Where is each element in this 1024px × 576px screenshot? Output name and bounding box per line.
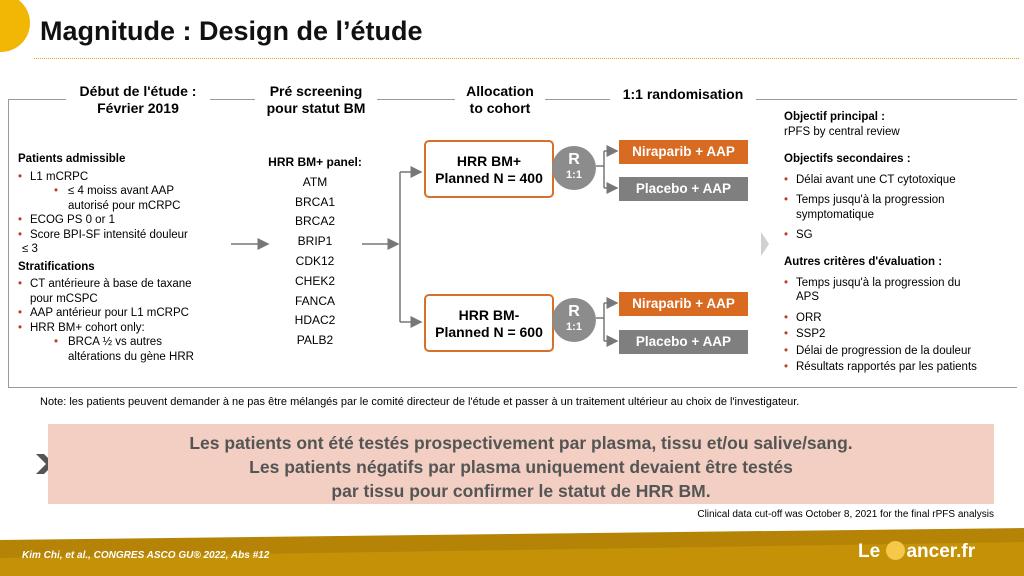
slide-title: Magnitude : Design de l’étude (40, 16, 423, 46)
key-message-banner: Les patients ont été testés prospectivement par plasma, tissu et/ou salive/sang. Les patients négatifs par plasma uniquement devaient être testés par tissu pour confirmer le statut de HRR BM. (48, 424, 994, 504)
logo-c-icon (886, 541, 905, 560)
list-item-continued: symptomatique (796, 208, 874, 221)
list-item-continued: autorisé pour mCRPC (68, 199, 181, 212)
objectives-block (784, 110, 1014, 375)
list-item: • Temps jusqu'à la progression (784, 194, 945, 206)
col-header-allocation: Allocation to cohort (455, 83, 545, 117)
list-item: • Résultats rapportés par les patients (784, 361, 977, 373)
footnote: Note: les patients peuvent demander à ne pas être mélangés par le comité directeur de l'étude et passer à un traitement ultérieur au choix de l'investigateur. (40, 396, 800, 408)
list-item-continued: pour mCSPC (30, 292, 98, 305)
arm-placebo: Placebo + AAP (619, 177, 748, 201)
citation: Kim Chi, et al., CONGRES ASCO GU® 2022, Abs #12 (22, 550, 270, 561)
primary-objective: rPFS by central review (784, 126, 900, 138)
list-item: • SSP2 (784, 328, 826, 340)
list-item-continued: altérations du gène HRR (68, 350, 194, 363)
list-item: • ECOG PS 0 or 1 (18, 214, 116, 226)
gene-item: FANCA (294, 293, 335, 308)
arm-niraparib: Niraparib + AAP (619, 140, 748, 164)
panel-heading: HRR BM+ panel: (268, 155, 362, 169)
gene-item: CHEK2 (294, 273, 335, 288)
list-item: • AAP antérieur pour L1 mCRPC (18, 307, 189, 319)
gene-item: BRCA2 (294, 214, 335, 229)
gene-item: HDAC2 (294, 313, 336, 328)
list-item: • HRR BM+ cohort only: (18, 321, 145, 334)
randomisation-circle: R 1:1 (552, 146, 596, 190)
list-item-continued: APS (796, 291, 820, 303)
list-item: • Temps jusqu'à la progression du (784, 276, 961, 289)
randomisation-circle: R 1:1 (552, 298, 596, 342)
arm-niraparib: Niraparib + AAP (619, 292, 748, 316)
gene-item: BRIP1 (297, 234, 333, 249)
list-item-continued: ≤ 3 (22, 243, 38, 255)
list-item: • ≤ 4 moiss avant AAP (54, 185, 175, 197)
brand-logo: Le ancer.fr (858, 541, 976, 562)
col-header-prescreen: Pré screening pour statut BM (255, 83, 377, 117)
eligibility-heading: Patients admissible (18, 153, 126, 165)
col-header-randomisation: 1:1 randomisation (610, 86, 756, 103)
list-item: • Délai de progression de la douleur (784, 344, 972, 357)
list-item: • CT antérieure à base de taxane (18, 278, 192, 290)
list-item: • Délai avant une CT cytotoxique (784, 173, 956, 186)
primary-objective-heading: Objectif principal : (784, 111, 885, 123)
cohort-hrr-negative: HRR BM- Planned N = 600 (424, 294, 554, 352)
list-item: • SG (784, 229, 813, 241)
other-criteria-heading: Autres critères d'évaluation : (784, 255, 943, 268)
secondary-objectives-heading: Objectifs secondaires : (784, 152, 911, 165)
stratifications-heading: Stratifications (18, 260, 95, 273)
gene-item: CDK12 (295, 253, 335, 268)
gene-item: PALB2 (296, 333, 334, 348)
objectives-chevron-icon (761, 232, 769, 256)
data-cutoff-note: Clinical data cut-off was October 8, 2021 for the final rPFS analysis (697, 509, 994, 520)
cohort-hrr-positive: HRR BM+ Planned N = 400 (424, 140, 554, 198)
gene-item: ATM (302, 174, 328, 189)
col-header-start: Début de l'étude : Février 2019 (66, 83, 210, 117)
list-item: • Score BPI-SF intensité douleur (18, 228, 188, 241)
arm-placebo: Placebo + AAP (619, 330, 748, 354)
list-item: • BRCA ½ vs autres (54, 336, 162, 348)
list-item: • L1 mCRPC (18, 170, 89, 183)
list-item: • ORR (784, 311, 822, 324)
gene-item: BRCA1 (294, 194, 335, 209)
